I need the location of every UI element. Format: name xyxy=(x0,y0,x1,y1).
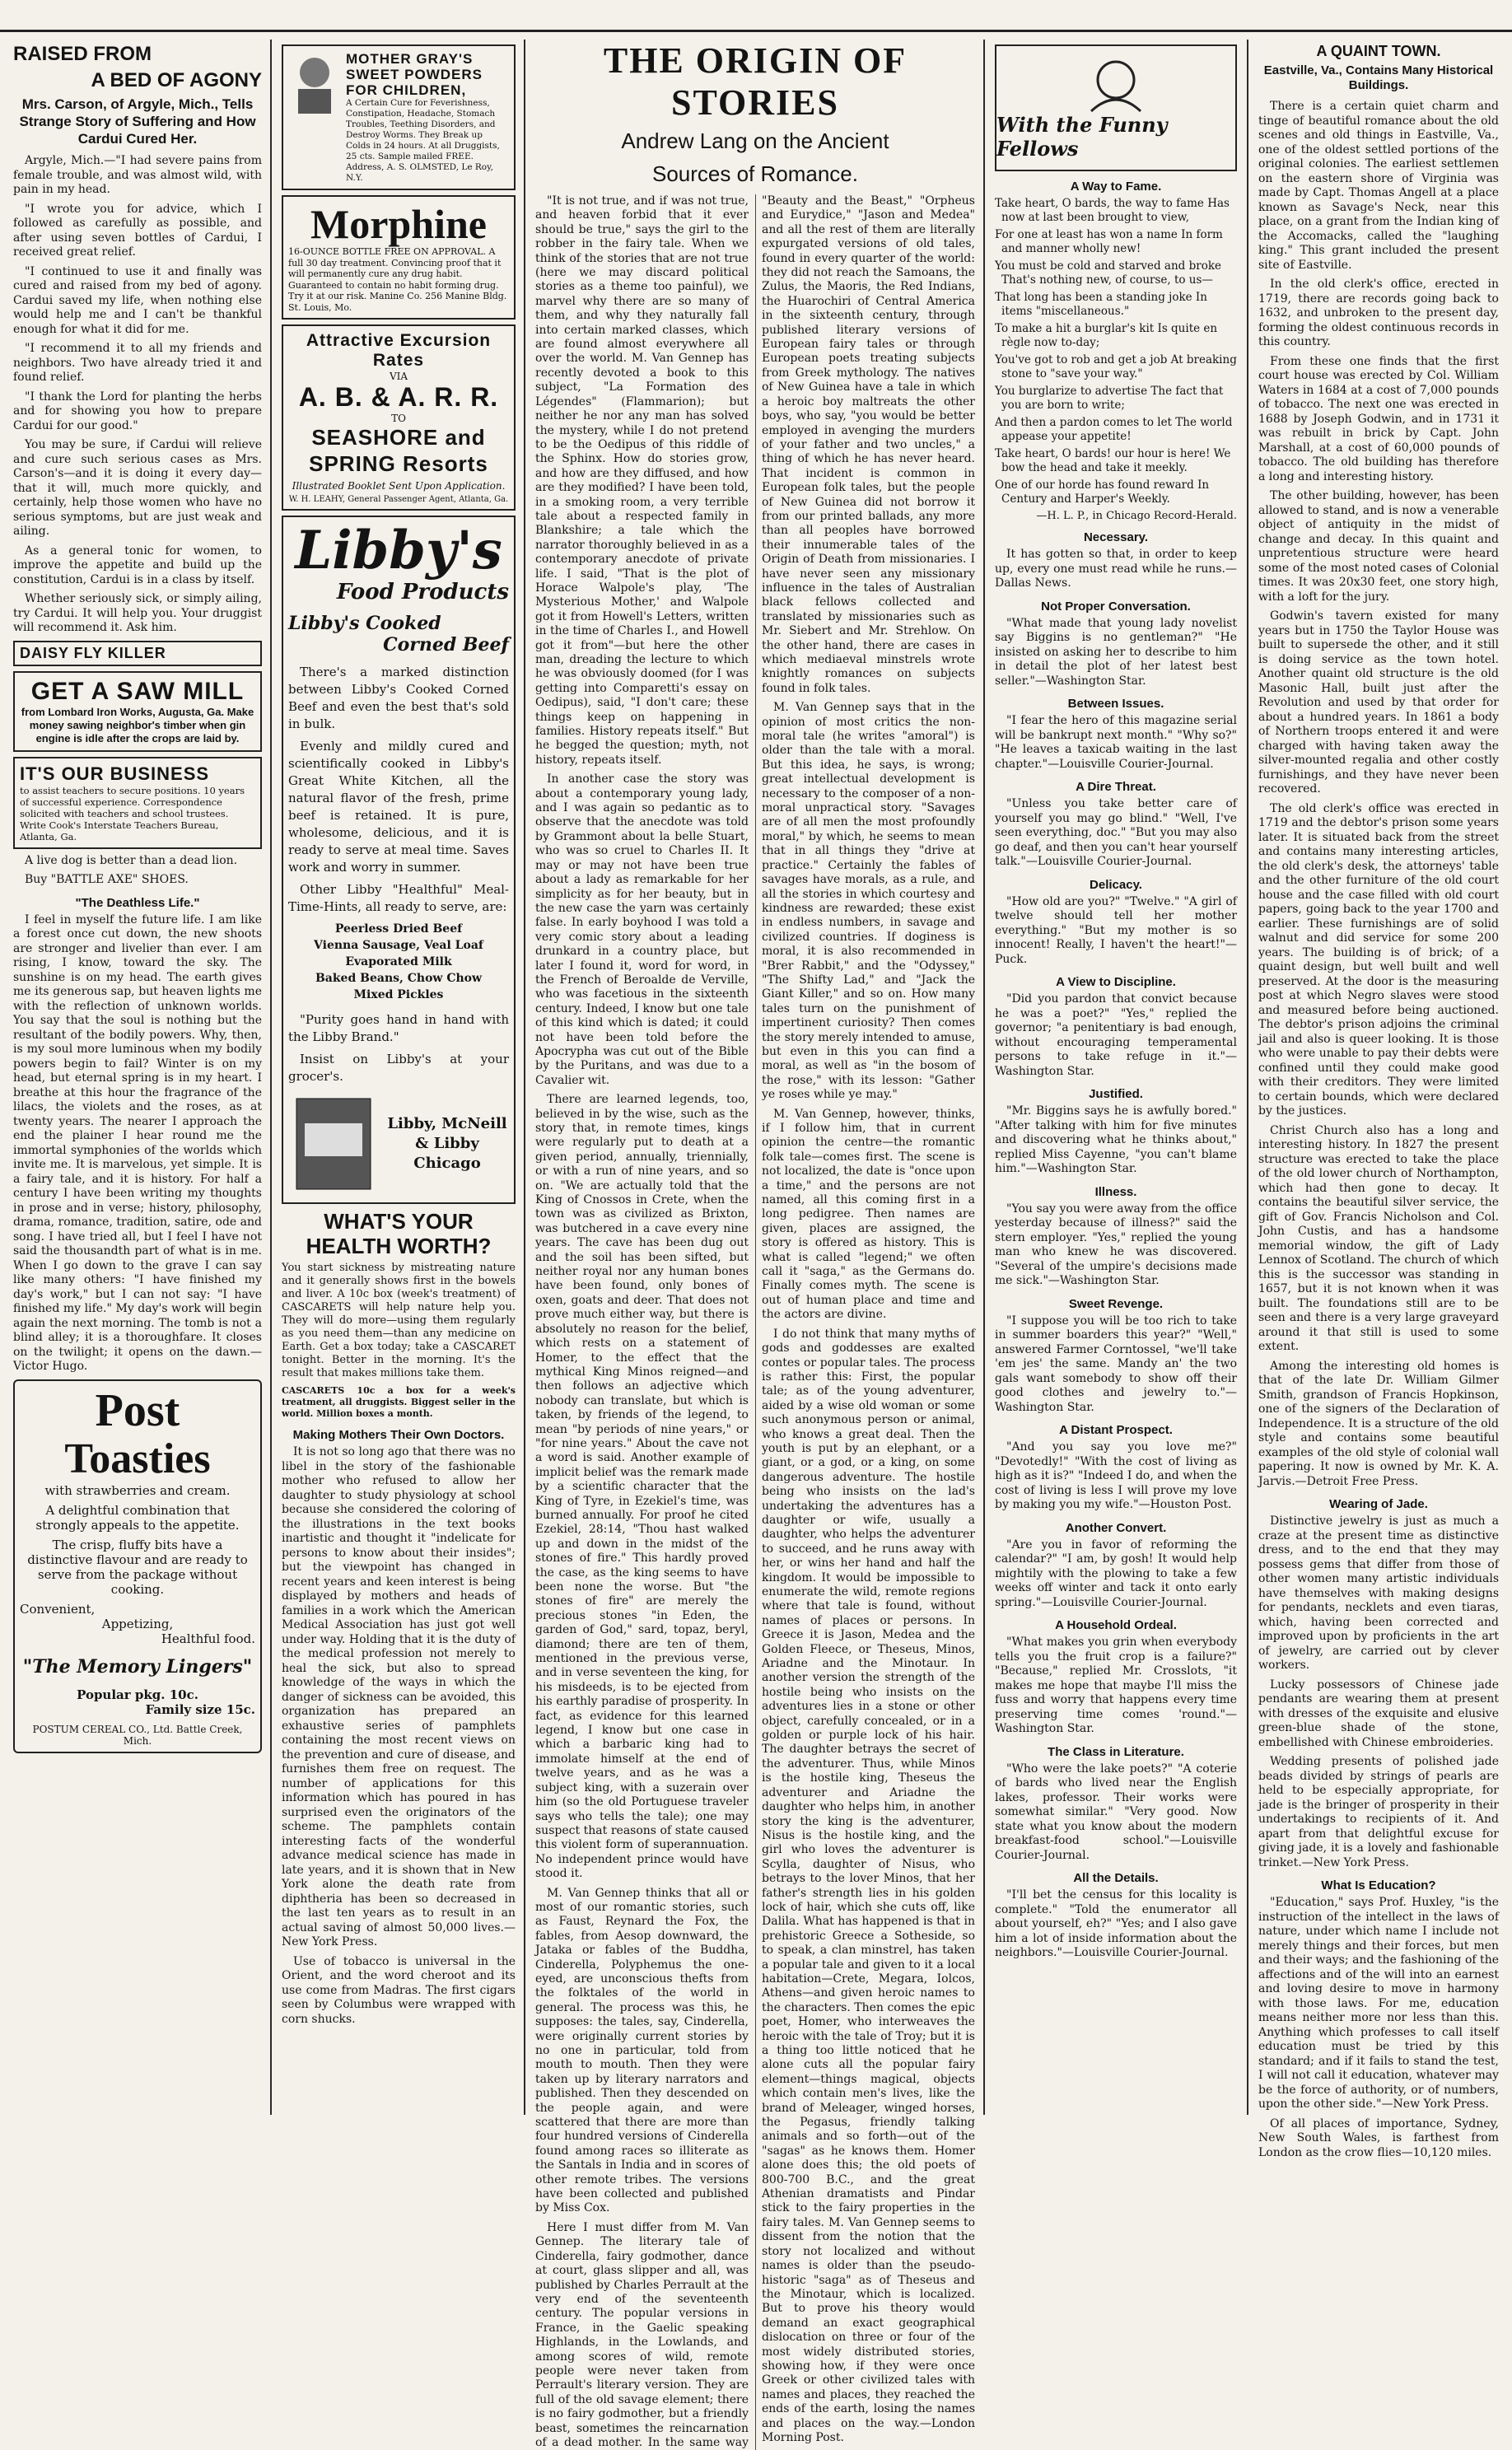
quaint-paragraph: From these one finds that the first court house was erected by Col. William Waters in 1684 at a cost of 7,000 pounds of tobacco. The next one was erected in 1688 by Joseph Godwin, and in 1731 it was rebuilt in brick by Capt. John Marshall, at a cost of 60,000 pounds of tobacco. The old building has therefore a long and interesting history. xyxy=(1258,354,1499,483)
humor-text: "Who were the lake poets?" "A coterie of bards who lived near the English lakes, professor. Their works were somewhat similar." "Very good. Now state what you know about the modern breakfast-food school."—Louisville Courier-Journal. xyxy=(995,1762,1237,1862)
humor-text: "I'll bet the census for this locality is complete." "Told the enumerator all about yourself, eh?" "Yes; and I also gave him a lot of inside information about the neighbors."—Louisville Courier-Journal. xyxy=(995,1888,1237,1959)
libby-paragraph: There's a marked distinction between Libby's Cooked Corned Beef and even the best that's sold in bulk. xyxy=(288,665,509,731)
jade-paragraph: Wedding presents of polished jade beads divided by strings of pearls are held to be especially appropriate, for jade is the bringer of prosperity in their undertakings to recipients of it. And apart from that delightful excuse for giving jade, it is a lovely and fashionable trinket.—New York Press. xyxy=(1258,1755,1499,1869)
tobacco-text: Use of tobacco is universal in the Orient, and the word cheroot and its use come from Madras. The first cigars seen by Columbus were wrapped with corn shucks. xyxy=(282,1954,516,2026)
poem-line: You've got to rob and get a job At breaking stone to "save your way." xyxy=(995,353,1237,380)
story-paragraph: Here I must differ from M. Van Gennep. The literary tale of Cinderella, fairy godmother, dance at court, glass slipper and all, was published by Charles Perrault at the very end of the seventeenth century. The popular versions in France, in the Gaelic speaking Highlands, in the Lowlands, and among scores of wild, remote people were never taken from Perrault's literary version. They are full of the old savage element; there is no fairy godmother, but a friendly beast, sometimes the reincarnation of a dead mother. In the same way "Beauty and the Beast," "Orpheus and Eurydice," "Jason and Medea" and all the rest of them are literally expurgated versions of old tales, found in every quarter of the world: they did not reach the Samoans, the Zulus, the Maoris, the Red Indians, the Huarochiri of Central America in the sixteenth century, through published literary versions of European fairy tales or through European poets treating subjects from Greek mythology. The natives of New Guinea have a tale in which a heroic boy maltreats the other boys, who say, "you would be better employed in avenging the murders of your father and two uncles," a thing of which he has never heard. That incident is common in European folk tales, but the people of New Guinea did not borrow it from our printed ballads, any more than all peoples have borrowed their innumerable tales of the Origin of Death from missionaries. I have never seen any missionary influence in the tales of Australian black fellows collected and translated by missionaries such as Mr. Siebert and Mr. Strehlow. On the other hand, there are cases in which mediaeval minstrels wrote knightly romances on subjects found in folk tales. xyxy=(535,194,975,2449)
post-line: The crisp, fluffy bits have a distinctive flavour and are ready to serve from the package without cooking. xyxy=(27,1537,248,1597)
column-rule xyxy=(983,40,985,2115)
column-rule xyxy=(1247,40,1248,2115)
saw-mill-text: from Lombard Iron Works, Augusta, Ga. Make money sawing neighbor's timber when gin engine is idle after the crops are laid by. xyxy=(21,705,254,744)
excursion-via: VIA xyxy=(389,371,408,382)
cascarets-text: You start sickness by mistreating nature and it generally shows first in the bowels and liver. A 10c box (week's treatment) of CASCARETS will help nature help you. They will do more—using them regularly as you need them—than any medicine on Earth. Get a box today; take a CASCARET tonight. Better in the morning. It's the result that makes millions take them. xyxy=(282,1262,516,1379)
post-company: POSTUM CEREAL CO., Ltd. Battle Creek, Mich. xyxy=(32,1723,243,1747)
corned-beef-can-icon xyxy=(288,1090,379,1197)
libby-company: Libby, McNeill & Libby Chicago xyxy=(387,1115,507,1172)
quaint-town-title: A QUAINT TOWN. xyxy=(1316,43,1441,59)
deathless-life-title: "The Deathless Life." xyxy=(75,895,200,910)
humor-text: "What makes you grin when everybody tells you the fruit crop is a failure?" "Because," replied Mr. Crosslots, "it makes me hope that maybe I'll miss the fuss and worry that happens every time preserving time comes 'round."—Washington Star. xyxy=(995,1636,1237,1735)
deathless-life-text: I feel in myself the future life. I am like a forest once cut down, the new shoots are stronger and livelier than ever. I am rising, I know, toward the sky. The sunshine is on my head. The earth gives me its generous sap, but heaven lights me with the reflection of unknown worlds. You say that the soul is nothing but the resultant of the bodily powers. Why, then, is my soul more luminous when my bodily powers begin to fail? Winter is on my head, but eternal spring is in my heart. I breathe at this hour the fragrance of the lilacs, the violets and the roses, as at twenty years. The nearer I approach the end the plainer I hear round me the immortal symphonies of the worlds which invite me. It is marvelous, yet simple. It is a fairy tale, and it is history. For half a century I have been writing my thoughts in prose and in verse; history, philosophy, drama, romance, tradition, satire, ode and song. I have tried all, but I feel I have not said the thousandth part of what is in me. When I go down to the grave I can say like many others: "I have finished my day's work," but I can not say: "I have finished my life." My day's work will begin again the next morning. The tomb is not a blind alley; it is a thoroughfare. It closes on the twilight; it opens on the dawn.—Victor Hugo. xyxy=(13,912,262,1373)
daisy-ad-title: DAISY FLY KILLER xyxy=(20,644,166,661)
humor-text: "I fear the hero of this magazine serial will be bankrupt next month." "Why so?" "He leaves a taxicab waiting in the last chapter."—Louisville Courier-Journal. xyxy=(995,714,1237,771)
poem-line: For one at least has won a name In form and manner wholly new! xyxy=(995,228,1223,255)
humor-title: All the Details. xyxy=(1073,1871,1159,1885)
origin-stories-headline: THE ORIGIN OF STORIES xyxy=(603,40,908,123)
libby-product-list xyxy=(288,921,509,1003)
saw-mill-title: GET A SAW MILL xyxy=(30,677,245,705)
humor-text: "You say you were away from the office yesterday because of illness?" said the stern employer. "Yes," replied the young man who knew he was discovered. "Several of the umpire's decisions made me sick."—Washington Star. xyxy=(995,1202,1237,1287)
column-5 xyxy=(1252,40,1505,2159)
origin-stories-subhead-1: Andrew Lang on the Ancient xyxy=(621,128,889,153)
post-price: Family size 15c. xyxy=(145,1701,255,1717)
doctors-title: Making Mothers Their Own Doctors. xyxy=(292,1428,505,1442)
excursion-agent: W. H. LEAHY, General Passenger Agent, Atlanta, Ga. xyxy=(288,495,509,504)
nurse-portrait-icon xyxy=(288,51,341,117)
column-2 xyxy=(275,40,522,2115)
morphine-title: Morphine xyxy=(310,201,487,247)
story-paragraph: M. Van Gennep thinks that all or most of our romantic stories, such as Faust, Reynard the Fox, the fables, from Aesop downward, the Jataka or fables of the Buddha, Cinderella, Polyphemus the one-eyed, are unconscious thefts from the folktales of the world in general. The process was this, he supposes: the tales, say, Cinderella, were originally current stories by no one in particular, told from mouth to mouth. Then they were taken up by literary narrators and published. Then they descended on the people again, and were scattered that there are more than four hundred versions of Cinderella found among races so illiterate as the Santals in India and in scores of other remote tribes. The versions have been collected and published by Miss Cox. xyxy=(535,1886,749,2215)
libby-product: Mixed Pickles xyxy=(353,988,444,1001)
poem-line: That long has been a standing joke In items "miscellaneous." xyxy=(995,291,1207,318)
humor-text: "Mr. Biggins says he is awfully bored." "After talking with him for five minutes and discovering what he thinks about," replied Miss Cayenne, "you can't blame him."—Washington Star. xyxy=(995,1104,1237,1175)
jade-paragraph: Lucky possessors of Chinese jade pendants are wearing them at present with dresses of the exquisite and elusive green-blue shade of the stone, embellished with Chinese embroideries. xyxy=(1258,1678,1499,1749)
libby-paragraph: Evenly and mildly cured and scientifically cooked in Libby's Great White Kitchen, all the natural flavor of the fresh, prime beef is retained. It is pure, wholesome, delicious, and it is ready to serve at meal time. Saves work and worry in summer. xyxy=(288,739,509,875)
poem-line: To make a hit a burglar's kit Is quite en règle now to-day; xyxy=(995,322,1218,349)
column-rule xyxy=(524,40,525,2115)
libby-product: Peerless Dried Beef xyxy=(334,922,463,936)
libby-product: Vienna Sausage, Veal Loaf xyxy=(314,939,483,952)
mother-gray-title: MOTHER GRAY'S SWEET POWDERS FOR CHILDREN, xyxy=(346,51,483,98)
poem-line: Take heart, O bards, the way to fame Has now at last been brought to view, xyxy=(995,197,1230,224)
humor-text: It has gotten so that, in order to keep up, every one must read while he runs.—Dallas News. xyxy=(995,548,1237,590)
cardui-paragraph: Whether seriously sick, or simply ailing, try Cardui. It will help you. Your druggist will recommend it. Ask him. xyxy=(13,592,262,634)
post-line: Healthful food. xyxy=(161,1631,255,1646)
libby-slogan: "Purity goes hand in hand with the Libby Brand." xyxy=(288,1012,509,1044)
poem-line: And then a pardon comes to let The world appease your appetite! xyxy=(995,416,1233,443)
cardui-paragraph: "I recommend it to all my friends and neighbors. Two have already tried it and found relief. xyxy=(13,342,262,384)
story-paragraph: "It is not true, and if was not true, and heaven forbid that it ever should be true," says the girl to the robber in the fairy tale. When we think of the stories that are not true (here we may discard political stories as a theme too painful), we marvel why there are so many of them, and why they naturally fall into certain marked classes, which are found almost everywhere all over the world. M. Van Gennep has recently devoted a book to this subject, "La Formation des Légendes" (Flammarion); but neither he nor any man has solved the mystery, while I do not pretend to be the Oedipus of this riddle of the Sphinx. How do stories grow, and how are they diffused, and how are they modified? I have been told, in a smoking room, a very terrible tale about a respected family in Blankshire; a tale which the narrator thoroughly believed in as a contemporary anecdote of private life. I said, "That is the plot of Horace Walpole's play, 'The Mysterious Mother,' and Walpole got it from Howell's Letters, written in the time of Charles I., and Howell got it from"—but here the other man, dreading the lecture to which he was obviously doomed (for I was getting into Comparetti's essay on Oedipus), said, "I don't care; these things keep on happening in families. History repeats itself." But he begged the question; myth, not history, repeats itself. xyxy=(535,194,749,767)
quaint-paragraph: Among the interesting old homes is that of the late Dr. William Gilmer Smith, grandson of Francis Hopkinson, one of the signers of the Declaration of Independence. It is a structure of the old style and contains some beautiful examples of the old style of colonial wall papering. It now is owned by Mr. K. A. Jarvis.—Detroit Free Press. xyxy=(1258,1359,1499,1488)
story-paragraph: In another case the story was about a contemporary young lady, and I was again so pedantic as to observe that the anecdote was told by Grammont about la belle Stuart, who was so cruel to Charles II. It may or may not have been true about a lady as remarkable for her simplicity as for her beauty, but in the new case the yarn was certainly false. In early boyhood I was told a very comic story about a leading drunkard in a country place, but later I found it, word for word, in the French of Beroalde de Verville, who was facetious in the sixteenth century. Indeed, I know but one tale of this kind which is dated; it could not have been told before the Apocrypha was cut out of the Bible by the Puritans, and was due to a Cavalier wit. xyxy=(535,772,749,1087)
post-line: A delightful combination that strongly appeals to the appetite. xyxy=(35,1502,240,1533)
column-1 xyxy=(7,40,268,2115)
health-title: WHAT'S YOUR HEALTH WORTH? xyxy=(306,1209,492,1258)
mother-gray-ad xyxy=(282,44,516,190)
poem-line: You burglarize to advertise The fact that you are born to write; xyxy=(995,385,1224,412)
post-title-1: Post xyxy=(95,1384,180,1436)
libby-logo: Libby's xyxy=(295,520,502,581)
humor-title: A Dire Threat. xyxy=(1076,780,1156,794)
cardui-paragraph: "I wrote you for advice, which I followed as carefully as possible, and after using seven bottles of Cardui, I received great relief. xyxy=(13,202,262,259)
humor-text: "Unless you take better care of yourself you may go blind." "Well, I've seen everything, doc." "But you may also go deaf, and then you can't hear yourself talk."—Louisville Courier-Journal. xyxy=(995,797,1237,868)
humor-text: "What made that young lady novelist say Biggins is no gentleman?" "He insisted on asking her to describe to him in detail the plot of her latest best seller."—Washington Star. xyxy=(995,616,1237,688)
poem-line: One of our horde has found reward In Century and Harper's Weekly. xyxy=(995,478,1210,506)
post-line: Convenient, xyxy=(20,1601,96,1617)
excursion-booklet: Illustrated Booklet Sent Upon Application. xyxy=(292,480,506,492)
humor-text: "Are you in favor of reforming the calendar?" "I am, by gosh! It would help mightily with the plowing to take a few weeks off winter and tack it onto early spring."—Louisville Courier-Journal. xyxy=(995,1538,1237,1609)
column-rule xyxy=(270,40,272,2115)
humor-text: "I suppose you will be too rich to take in summer boarders this year?" "Well," answered Farmer Corntossel, "we'll take 'em jes' the same. Mandy an' the two gals want somebody to show off their good clothes and jewelry to."—Washington Star. xyxy=(995,1314,1237,1414)
teachers-bureau-ad xyxy=(13,757,262,849)
quaint-paragraph: Godwin's tavern existed for many years but in 1750 the Taylor House was built to supersede the other, and it still is doing service as the town hotel. Another quaint old structure is the old Masonic Hall, built just after the Revolution and used by that order for about a hundred years. In 1861 a body of Northern troops entered it and were charged with having taken away the silver-mounted regalia and other costly furnishings, and they have never been recovered. xyxy=(1258,609,1499,796)
humor-title: A Distant Prospect. xyxy=(1059,1423,1173,1437)
sydney-text: Of all places of importance, Sydney, New South Wales, is farthest from London as the crow flies—10,120 miles. xyxy=(1258,2116,1499,2159)
mother-gray-text: A Certain Cure for Feverishness, Constipation, Headache, Stomach Troubles, Teething Disorders, and Destroy Worms. They Break up Colds in 24 hours. At all Druggists, 25 cts. Sample mailed FREE. Address, A. S. OLMSTED, Le Roy, N.Y. xyxy=(346,98,500,183)
humor-title: Delicacy. xyxy=(1090,877,1142,892)
cardui-paragraph: As a general tonic for women, to improve the appetite and build up the constitution, Cardui is in a class by itself. xyxy=(13,544,262,586)
post-price: Popular pkg. 10c. xyxy=(77,1687,198,1702)
humor-title: Between Issues. xyxy=(1067,697,1164,711)
quaint-paragraph: Christ Church also has a long and interesting history. In 1827 the present structure was erected to take the place of the old lower church of Northampton, which had then gone to decay. It contains the beautiful silver service, the gift of Gov. Francis Nicholson and Col. John Custis, and has a handsome memorial window, the gift of Lady Lennox of Scotland. The church of which this is the successor was standing in 1657, but it is not known when it was built. The foundations still are to be seen and there is a very large graveyard around it that still is used to some extent. xyxy=(1258,1123,1499,1353)
humor-title: A Household Ordeal. xyxy=(1055,1618,1177,1632)
cardui-headline-1: RAISED FROM xyxy=(13,43,152,65)
excursion-title: Attractive Excursion Rates xyxy=(306,331,492,370)
poem-line: You must be cold and starved and broke That's nothing new, of course, to us— xyxy=(995,259,1222,287)
quaint-paragraph: The other building, however, has been allowed to stand, and is now a venerable object of antiquity in the midst of change and decay. In this quaint and unpretentious structure were heard some of the most noted cases of Colonial times. It was 20x30 feet, one story high, with a loft for the jury. xyxy=(1258,489,1499,604)
post-line: with strawberries and cream. xyxy=(44,1482,231,1498)
humor-title: The Class in Literature. xyxy=(1048,1744,1184,1759)
filler-shoes: Buy "BATTLE AXE" SHOES. xyxy=(25,873,189,886)
excursion-destination: SEASHORE and SPRING Resorts xyxy=(309,425,488,476)
humor-title: Illness. xyxy=(1094,1184,1137,1199)
jade-title: Wearing of Jade. xyxy=(1329,1497,1428,1511)
cascarets-small: CASCARETS 10c a box for a week's treatment, all druggists. Biggest seller in the world. Million boxes a month. xyxy=(282,1385,516,1419)
education-text: "Education," says Prof. Huxley, "is the instruction of the intellect in the laws of nature, under which name I include not merely things and their forces, but men and their ways; and the fashioning of the affections and of the will into an earnest and loving desire to move in harmony with those laws. For me, education means neither more nor less than this. Anything which professes to call itself education must be tried by this standard; and if it fails to stand the test, I will not call it education, whatever may be the force of authority, or of numbers, upon the other side."—New York Press. xyxy=(1258,1896,1499,2111)
column-3-feature xyxy=(529,40,982,2449)
quaint-town-subtitle: Eastville, Va., Contains Many Historical Buildings. xyxy=(1263,63,1494,92)
humor-title: A View to Discipline. xyxy=(1056,975,1176,989)
story-paragraph: M. Van Gennep, however, thinks, if I follow him, that in current opinion the centre—the romantic folk tale—comes first. The scene is not localized, the date is "once upon a time," and the persons are not named, all this coming first in a long pedigree. Then names are given, places are assigned, the story is offered as history. This is what is called "legend;" we often call it "saga," as the Germans do. Finally comes myth. The scene is out of human place and time and the actors are divine. xyxy=(762,1107,975,1322)
cardui-body xyxy=(13,154,262,636)
filler-lion: A live dog is better than a dead lion. xyxy=(25,853,238,867)
jade-paragraph: Distinctive jewelry is just as much a craze at the present time as distinctive dress, and to the end that they may possess gems that differ from those of other women many artistic individuals have themselves with making designs for pendants, necklets and even tiaras, which, having been corrected and improved upon by proficients in the art of jewelry, are carried out by clever workers. xyxy=(1258,1514,1499,1672)
libby-call-to-action: Insist on Libby's at your grocer's. xyxy=(288,1052,509,1084)
libby-headline: Libby's Cooked xyxy=(288,613,441,634)
cardui-paragraph: "I continued to use it and finally was cured and raised from my bed of agony. Cardui saved my life, when nothing else would help me and I can't be thankful enough for what it did for me. xyxy=(13,264,262,336)
funny-fellows-banner xyxy=(995,44,1237,171)
post-line: Appetizing, xyxy=(101,1616,174,1631)
libby-ad xyxy=(282,516,516,1204)
quaint-paragraph: In the old clerk's office, erected in 1719, there are records going back to 1632, and unbroken to the present day, forming the oldest continuous records in this country. xyxy=(1258,278,1499,348)
masthead-rule xyxy=(0,30,1512,32)
humor-title: Justified. xyxy=(1089,1087,1143,1101)
excursion-to: TO xyxy=(391,413,406,424)
cardui-paragraph: "I thank the Lord for planting the herbs and for showing you how to prepare Cardui for our good." xyxy=(13,390,262,432)
cardui-subheadline: Mrs. Carson, of Argyle, Mich., Tells Strange Story of Suffering and How Cardui Cured Her. xyxy=(19,96,256,147)
story-paragraph: I do not think that many myths of gods and goddesses are exalted contes or popular tales. The process is rather this: First, the popular tale; as of the young adventurer, aided by a wise old woman or some such anonymous person or animal, who knows a great deal. Then the youth is put by an elephant, or a giant, or a god, or a king, on some dangerous adventure. The hostile being who insists on the lad's undertaking the adventures has a daughter or wife, usually a daughter, who helps the adventurer to succeed, and he runs away with her, or wins her hand and half the kingdom. It would be impossible to enumerate the wild, remote regions where that tale is found, without names of places or persons. In Greece it is Jason, Medea and the Golden Fleece, or Theseus, Minos, Ariadne and the Minotaur. In another version the strength of the hostile being who insists on the adventures lies in a stone or other object, carefully concealed, or in a golden or purple lock of his hair. The daughter betrays the secret of the adventurer. Thus, while Minos is the hostile king, Theseus the adventurer and Ariadne the daughter who helps him, in another story the king is the adventurer, Nisus is the hostile king, and the girl who loves the adventurer is Scylla, daughter of Nisus, who betrays to the lover Minos, that her father's strength lies in his golden lock of hair, which she cuts off, like Dalila. What has happened is that in prehistoric Greece a Sotheside, so to speak, a clan minstrel, has taken a popular tale and given to it a local habitation—Crete, Megara, Iolcos, Athens—and given heroic names to the characters. Then comes the epic poet, Homer, who interweaves the heroic with the tale of Troy; but it is a thing too little noticed that he alone cuts all the popular fairy element—things magical, objects which contain men's lives, like the brand of Meleager, winged horses, the Pegasus, friendly talking animals and so forth—out of the "sagas" as he knows them. Homer alone does this; the old poets of 800-700 B.C., and the great Athenian dramatists and Pindar stick to the fairy properties in the fairy tales. M. Van Gennep seems to dissent from the notion that the story not localized and without names is older than the pseudo-historic "saga" as of Theseus and the Minotaur, which is localized. But to prove his theory would demand an exact geographical dislocation on three or four of the most widely distributed stories, showing how, if they were once Greek or other civilized tales with names and places, they reached the ends of the earth, losing the names and places on the way.—London Morning Post. xyxy=(762,1327,975,2444)
humor-text: "And you say you love me?" "Devotedly!" "With the cost of living as high as it is?" "Indeed I do, and when the cost of living is less I will prove my love by making you my wife."—Houston Post. xyxy=(995,1440,1237,1511)
story-paragraph: M. Van Gennep says that in the opinion of most critics the non-moral tale (he writes "amoral") is older than the tale with a moral. But this idea, he says, is wrong; great intellectual development is necessary to the composer of a non-moral unpractical story. "Savages are of all men the most profoundly moral," by which, he seems to mean that in all things they "drive at practice." Certainly the fables of savages have morals, as a rule, and all the stories in which courtesy and kindness are rewarded; these exist in endless numbers, in savage and civilized countries. If doginess is moral, it is also recommended in "Brer Rabbit," and the "Odyssey," "The Shifty Lad," and "Jack the Giant Killer," and so on. How many tales turn on the punishment of impertinent curiosity? Then comes the story merely intended to amuse, but even in this you can find a moral, as well as "in the bosom of the rose," with its lesson: "Gather ye roses while ye may." xyxy=(762,701,975,1102)
excursion-railroad: A. B. & A. R. R. xyxy=(298,382,499,412)
funny-fellows-title: With the Funny Fellows xyxy=(996,113,1168,161)
jester-illustration-icon xyxy=(1066,55,1165,113)
libby-headline: Corned Beef xyxy=(383,634,509,656)
doctors-text: It is not so long ago that there was no libel in the story of the fashionable mother who refused to allow her daughter to study physiology at school because she considered the coloring of the illustrations in the text books inartistic and thought it "indelicate for persons to know about their insides"; but the viewpoint has changed in recent years and keen interest is being displayed by mothers and heads of families in a work which the American Medical Association has just got well under way. Holding that it is the duty of the medical profession not merely to heal the sick, but also to spread knowledge of the ways in which the danger of sickness can be avoided, this organization has prepared an exhaustive series of pamphlets containing the most recent views on the prevention and cure of disease, and furnishes them free on request. The number of applications for this information which has poured in has surprised even the originators of the scheme. The pamphlets contain interesting facts of the wonderful advance medical science has made in late years, and it is shown that in New York alone the death rate from diphtheria has been so decreased in the last ten years as to result in an actual saving of almost 50,000 lives.—New York Press. xyxy=(282,1445,516,1948)
humor-title: A Way to Fame. xyxy=(1070,180,1162,194)
story-paragraph: There are learned legends, too, believed in by the wise, such as the story that, in remote times, kings were regularly put to death at a given period, annually, triennially, or with a run of nine years, and so on. "We are actually told that the King of Cnossos in Crete, when the town was as civilized as Brixton, was butchered in a cave every nine years. The cave has been dug out and the soil has been sifted, but neither royal nor any human bones have been found, only bones of oxen, goats and deer. That does not prove much either way, but there is absolutely no reason for the belief, which rests on a statement of Homer, to the effect that the mythical King Minos reigned—and then follows an adjective which nobody can translate, but which is taken, by friends of the legend, to mean "by periods of nine years," or "for nine years." About the cave not a word is said. Another example of implicit belief was the remark made by a scientific character that the King of Tyre, in Ezekiel's time, was burned annually. For proof he cited Ezekiel, 28:14, "Thou hast walked up and down in the midst of the stones of fire." This hardly proved the case, as the king seems to have been none the worse. But "the stones of fire" are merely the precious stones "in Eden, the garden of God," sard, topaz, beryl, diamond; there are ten of them, mentioned in the previous verse, and in verse seventeen the king, for his misdeeds, is to be ejected from his earthly paradise of prosperity. In fact, as evidence for this learned legend, I know but one case in which a barbaric king had to immolate himself at the end of twelve years, and as he was a subject king, with a suzerain over him (so the old Portuguese traveler says who tells the tale); one may suspect that reasons of state caused this violent form of superannuation. No independent prince would have stood it. xyxy=(535,1093,749,1881)
libby-paragraph: Other Libby "Healthful" Meal-Time-Hints, all ready to serve, are: xyxy=(288,882,509,914)
humor-text: "How old are you?" "Twelve." "A girl of twelve should tell her mother everything." "But my mother is so innocent! Really, I haven't the heart!"—Puck. xyxy=(995,894,1237,966)
morphine-text: 16-OUNCE BOTTLE FREE ON APPROVAL. A full 30 day treatment. Convincing proof that it will permanently cure any drug habit. Guaranteed to contain no habit forming drug. Try it at our risk. Manine Co. 256 Manine Bldg. St. Louis, Mo. xyxy=(288,246,507,313)
quaint-paragraph: The old clerk's office was erected in 1719 and the debtor's prison some years later. It is situated back from the street and contains many interesting articles, the old clerk's desk, the attorneys' table and the other furniture of the old court house and the case filled with old court papers, going back to the year 1700 and earlier. These furnishings are of solid walnut and did service for some 200 years. The building is of brick; of a quaint design, but well built and well preserved. At the door is the measuring post at which Negro slaves were stood and measured before being auctioned. The debtor's prison adjoins the criminal jail and also is queer looking. It is those who were unable to pay their debts were confined until they could make good with their creditors. They were limited to certain bounds, which were declared by the justices. xyxy=(1258,801,1499,1118)
excursion-ad xyxy=(282,324,516,511)
humor-title: Another Convert. xyxy=(1065,1520,1167,1535)
morphine-ad xyxy=(282,195,516,320)
business-ad-text: to assist teachers to secure positions. 10 years of successful experience. Correspondence solicited with teachers and school trustees. Write Cook's Interstate Teachers Bureau, Atlanta, Ga. xyxy=(20,784,245,842)
quaint-paragraph: There is a certain quiet charm and tinge of beautiful romance about the old scenes and old things in Eastville, Va., one of the oldest settled portions of the original colonies. The earliest settlemen on the eastern shore of Virginia was made by Capt. Thomas Angell at a place known as Savage's Neck, near this place, on a grant from the Indian king of the Accomacks, called the "laughing king." This grant included the present site of Eastville. xyxy=(1258,100,1499,272)
education-title: What Is Education? xyxy=(1321,1878,1436,1892)
cardui-paragraph: Argyle, Mich.—"I had severe pains from female trouble, and was almost wild, with pain in my head. xyxy=(13,154,262,196)
origin-stories-subhead-2: Sources of Romance. xyxy=(651,161,858,186)
origin-stories-body xyxy=(535,194,975,2450)
cardui-paragraph: You may be sure, if Cardui will relieve and cure such serious cases as Mrs. Carson's—and it is doing it every day—that it will, much more quickly, and certainly, help those women who have no serious symptoms, but are just weak and ailing. xyxy=(13,438,262,538)
column-4-humor xyxy=(988,40,1244,2115)
humor-text: "Did you pardon that convict because he was a poet?" "Yes," replied the governor; "a penitentiary is bad enough, without encouraging temperamental persons to take refuge in it."—Washington Star. xyxy=(995,992,1237,1078)
humor-title: Necessary. xyxy=(1083,530,1149,544)
libby-product: Evaporated Milk xyxy=(345,955,452,968)
cardui-headline-2: A BED OF AGONY xyxy=(91,69,262,91)
humor-title: Sweet Revenge. xyxy=(1068,1296,1164,1311)
daisy-fly-killer-ad xyxy=(13,641,262,666)
post-slogan: "The Memory Lingers" xyxy=(22,1655,253,1678)
libby-food-products: Food Products xyxy=(336,580,509,604)
humor-title: Not Proper Conversation. xyxy=(1041,599,1191,614)
humor-list xyxy=(995,180,1237,1961)
poem-signature: —H. L. P., in Chicago Record-Herald. xyxy=(1036,510,1237,522)
post-title-2: Toasties xyxy=(64,1435,211,1482)
saw-mill-ad xyxy=(13,671,262,752)
libby-product: Baked Beans, Chow Chow xyxy=(315,972,483,985)
post-toasties-ad xyxy=(13,1379,262,1753)
poem-line: Take heart, O bards! our hour is here! We bow the head and take it meekly. xyxy=(995,447,1231,474)
business-ad-title: IT'S OUR BUSINESS xyxy=(20,763,210,784)
